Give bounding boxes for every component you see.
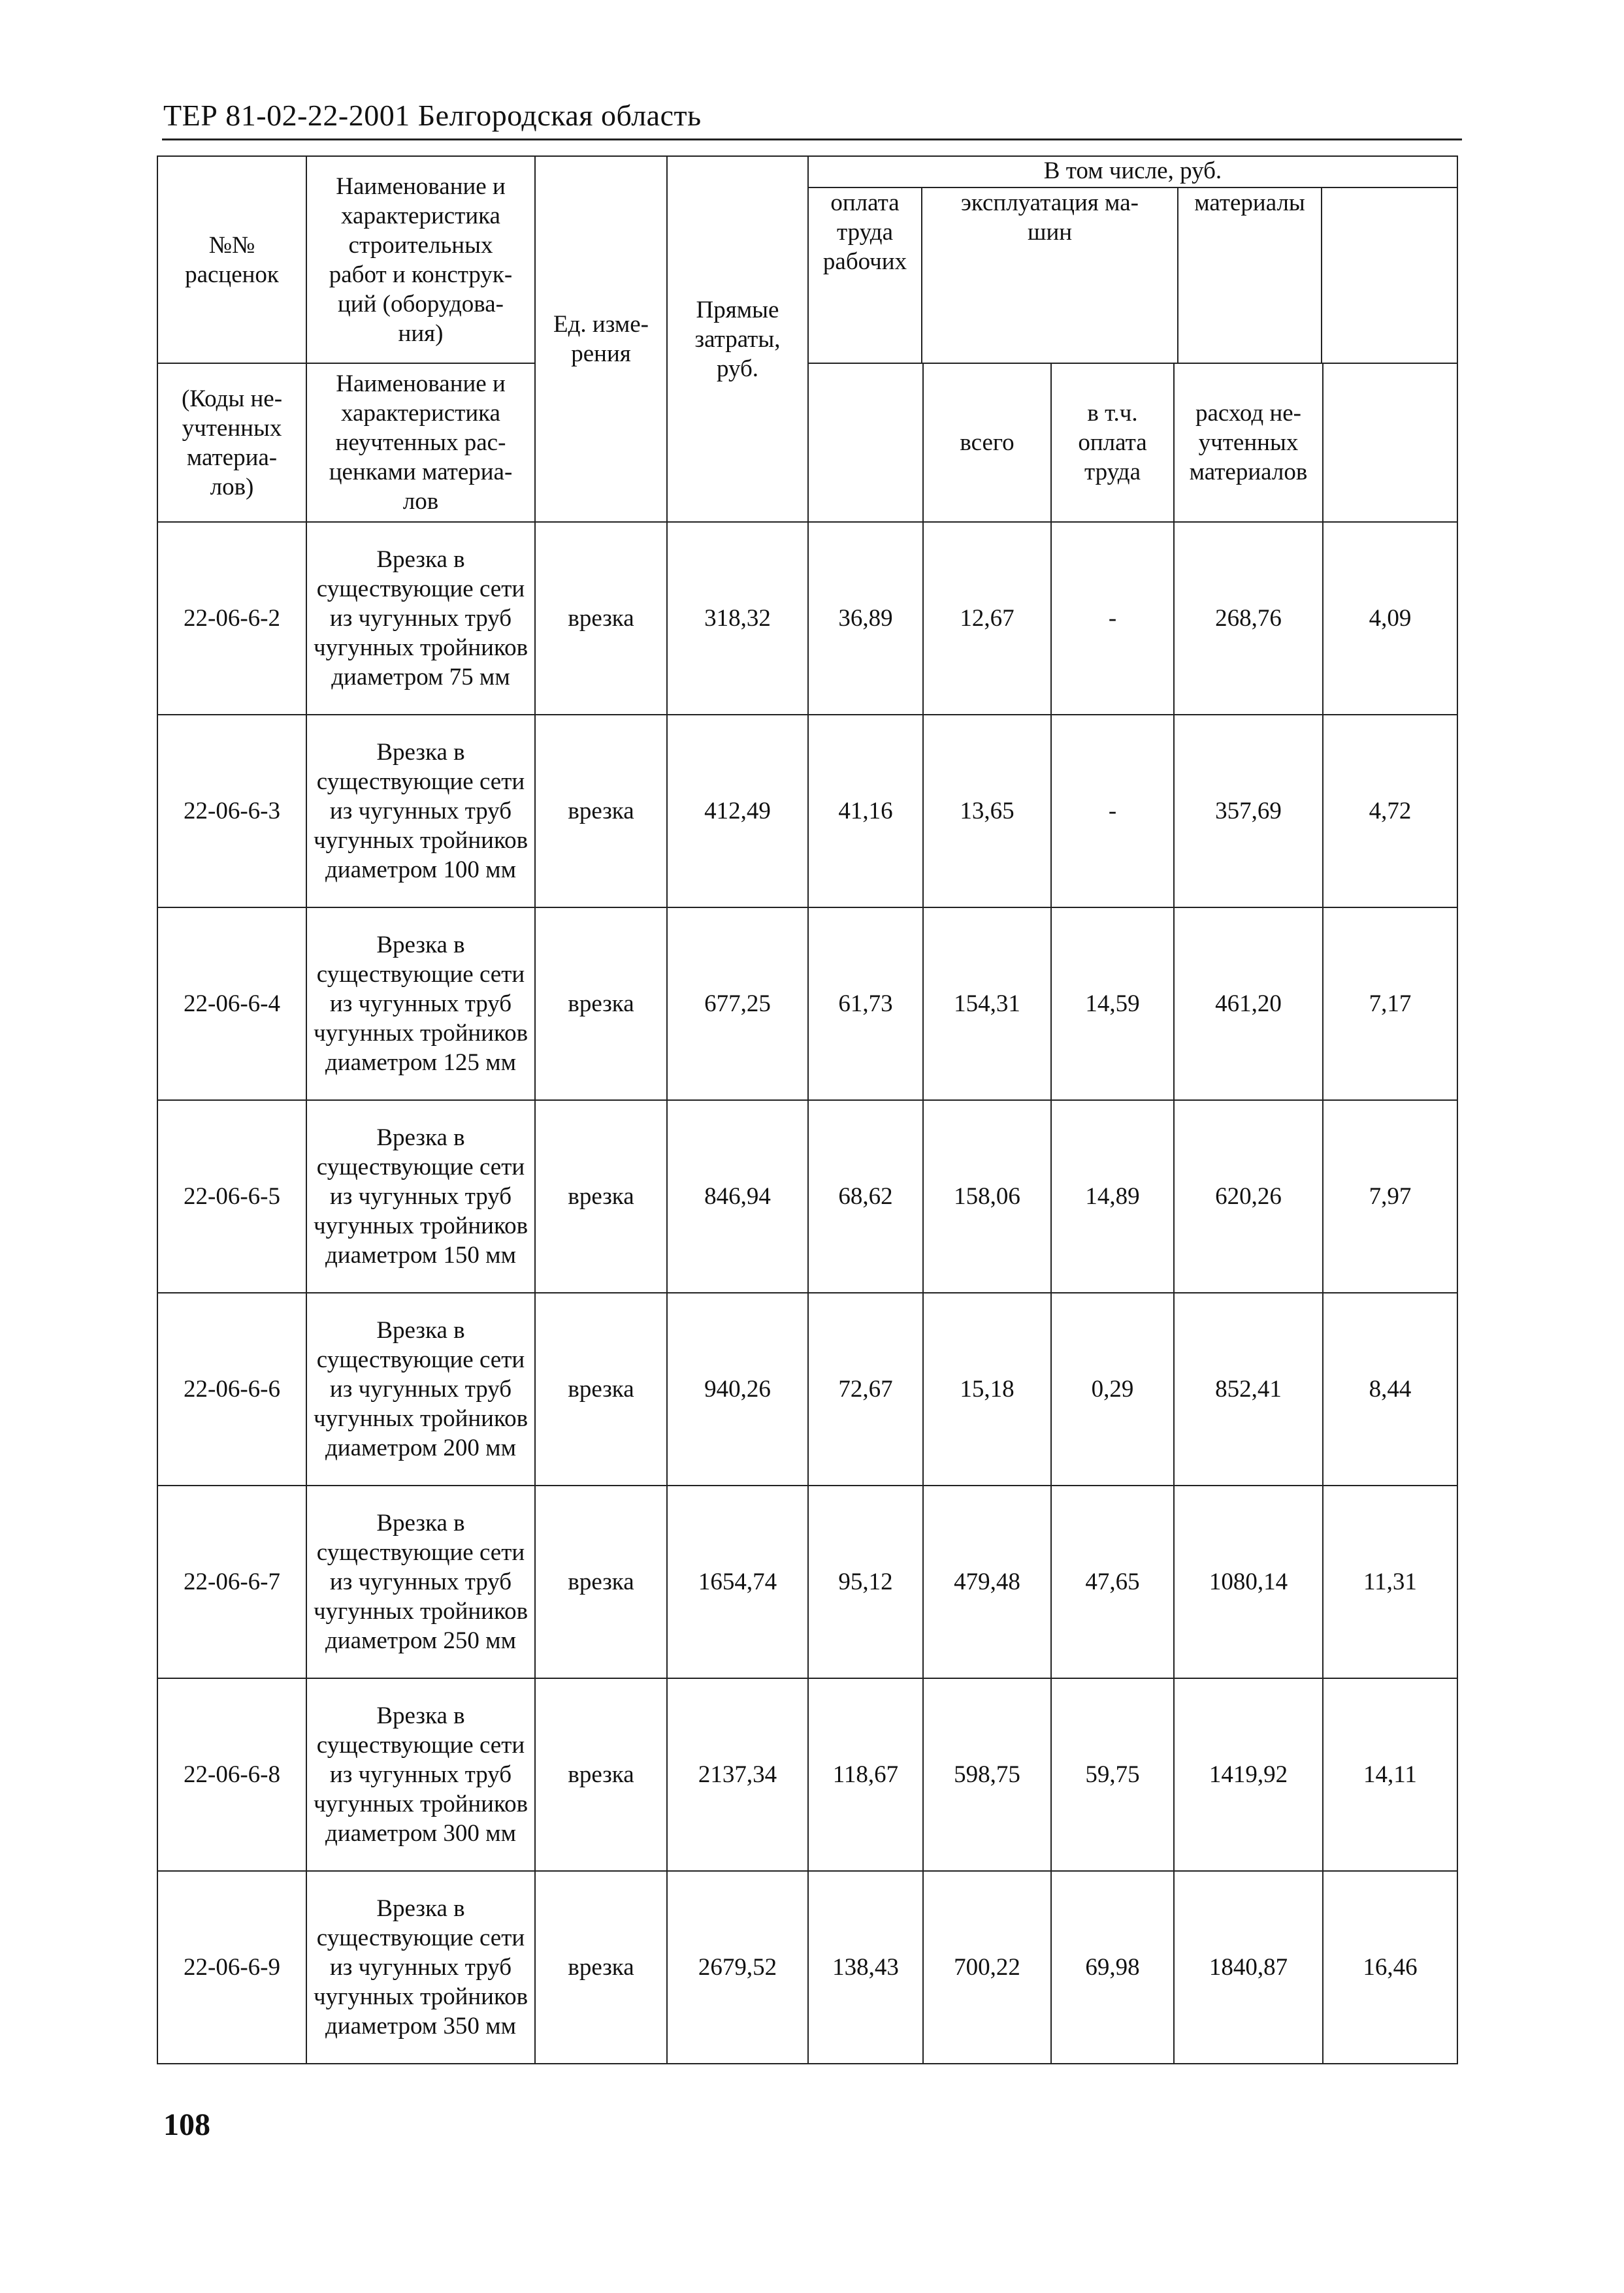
table-row [157, 1100, 1457, 1293]
row-materials: 357,69 [1174, 715, 1323, 907]
row-machines-total: 154,31 [923, 907, 1051, 1100]
row-unit: врезка [535, 907, 667, 1100]
document-header: ТЕР 81-02-22-2001 Белгородская область [163, 99, 702, 132]
table-header [157, 156, 1457, 522]
row-direct-costs: 677,25 [667, 907, 808, 1100]
row-machines-labor: 14,59 [1051, 907, 1174, 1100]
row-code: 22-06-6-2 [157, 522, 306, 715]
row-labor-pay: 138,43 [808, 1871, 923, 2064]
row-direct-costs: 2679,52 [667, 1871, 808, 2064]
header-name-sub: Наименование и характеристика неучтенных рас- ценками материа- лов [306, 363, 535, 522]
row-labor-hours: 4,09 [1323, 522, 1457, 715]
row-machines-labor: 14,89 [1051, 1100, 1174, 1293]
row-unit: врезка [535, 1486, 667, 1678]
row-materials: 852,41 [1174, 1293, 1323, 1486]
row-materials: 1419,92 [1174, 1678, 1323, 1871]
table-body [157, 522, 1457, 2064]
row-name: Врезка в существующие сети из чугунных труб чугунных тройников диаметром 75 мм [306, 522, 535, 715]
row-name: Врезка в существующие сети из чугунных труб чугунных тройников диаметром 125 мм [306, 907, 535, 1100]
row-code: 22-06-6-5 [157, 1100, 306, 1293]
row-machines-total: 700,22 [923, 1871, 1051, 2064]
table-row [157, 1293, 1457, 1486]
table-row [157, 1486, 1457, 1678]
row-labor-pay: 95,12 [808, 1486, 923, 1678]
table-row [157, 522, 1457, 715]
header-labor-cost-cont [1323, 363, 1457, 522]
header-direct-costs: Прямые затраты, руб. [667, 156, 808, 522]
row-materials: 1080,14 [1174, 1486, 1323, 1678]
header-machines-labor: в т.ч. оплата труда [1051, 363, 1174, 522]
row-labor-pay: 72,67 [808, 1293, 923, 1486]
row-labor-hours: 14,11 [1323, 1678, 1457, 1871]
row-code: 22-06-6-7 [157, 1486, 306, 1678]
row-labor-hours: 8,44 [1323, 1293, 1457, 1486]
row-machines-labor: - [1051, 715, 1174, 907]
table-row [157, 1678, 1457, 1871]
row-machines-total: 15,18 [923, 1293, 1051, 1486]
row-unit: врезка [535, 1293, 667, 1486]
row-unit: врезка [535, 1871, 667, 2064]
row-labor-pay: 61,73 [808, 907, 923, 1100]
header-machines: эксплуатация ма- шин [922, 188, 1178, 363]
header-name: Наименование и характеристика строительных работ и конструк- ций (оборудова- ния) [306, 156, 535, 363]
row-code: 22-06-6-4 [157, 907, 306, 1100]
row-name: Врезка в существующие сети из чугунных труб чугунных тройников диаметром 250 мм [306, 1486, 535, 1678]
row-labor-hours: 4,72 [1323, 715, 1457, 907]
row-direct-costs: 318,32 [667, 522, 808, 715]
row-name: Врезка в существующие сети из чугунных труб чугунных тройников диаметром 350 мм [306, 1871, 535, 2064]
row-materials: 620,26 [1174, 1100, 1323, 1293]
header-unit: Ед. изме- рения [535, 156, 667, 522]
row-code: 22-06-6-6 [157, 1293, 306, 1486]
row-direct-costs: 846,94 [667, 1100, 808, 1293]
table-row [157, 715, 1457, 907]
row-machines-labor: - [1051, 522, 1174, 715]
row-labor-pay: 36,89 [808, 522, 923, 715]
table-row [157, 907, 1457, 1100]
header-labor-pay-cont [808, 363, 923, 522]
row-name: Врезка в существующие сети из чугунных труб чугунных тройников диаметром 200 мм [306, 1293, 535, 1486]
header-rule [162, 138, 1462, 140]
header-labor-pay: оплата труда рабочих [809, 188, 922, 363]
rates-table [157, 155, 1458, 2064]
row-direct-costs: 940,26 [667, 1293, 808, 1486]
row-unit: врезка [535, 1100, 667, 1293]
header-materials: материалы [1178, 188, 1322, 363]
row-machines-labor: 59,75 [1051, 1678, 1174, 1871]
header-including-group [808, 156, 1457, 363]
row-materials: 461,20 [1174, 907, 1323, 1100]
header-code-sub: (Коды не- учтенных материа- лов) [157, 363, 306, 522]
row-labor-hours: 7,97 [1323, 1100, 1457, 1293]
row-labor-hours: 11,31 [1323, 1486, 1457, 1678]
row-materials: 1840,87 [1174, 1871, 1323, 2064]
row-name: Врезка в существующие сети из чугунных труб чугунных тройников диаметром 100 мм [306, 715, 535, 907]
row-materials: 268,76 [1174, 522, 1323, 715]
row-machines-labor: 47,65 [1051, 1486, 1174, 1678]
row-direct-costs: 2137,34 [667, 1678, 808, 1871]
header-code: №№ расценок [157, 156, 306, 363]
row-machines-labor: 69,98 [1051, 1871, 1174, 2064]
row-labor-pay: 41,16 [808, 715, 923, 907]
row-code: 22-06-6-9 [157, 1871, 306, 2064]
table-row [157, 1871, 1457, 2064]
row-unit: врезка [535, 715, 667, 907]
header-including: В том числе, руб. [809, 157, 1457, 188]
row-machines-total: 158,06 [923, 1100, 1051, 1293]
row-labor-pay: 68,62 [808, 1100, 923, 1293]
row-labor-hours: 16,46 [1323, 1871, 1457, 2064]
row-unit: врезка [535, 522, 667, 715]
row-labor-hours: 7,17 [1323, 907, 1457, 1100]
row-labor-pay: 118,67 [808, 1678, 923, 1871]
row-machines-total: 479,48 [923, 1486, 1051, 1678]
row-name: Врезка в существующие сети из чугунных труб чугунных тройников диаметром 300 мм [306, 1678, 535, 1871]
row-direct-costs: 412,49 [667, 715, 808, 907]
row-machines-total: 13,65 [923, 715, 1051, 907]
header-materials-sub: расход не- учтенных материалов [1174, 363, 1323, 522]
header-machines-total: всего [923, 363, 1051, 522]
row-code: 22-06-6-8 [157, 1678, 306, 1871]
row-direct-costs: 1654,74 [667, 1486, 808, 1678]
row-unit: врезка [535, 1678, 667, 1871]
page-number: 108 [163, 2107, 210, 2142]
row-machines-total: 12,67 [923, 522, 1051, 715]
row-machines-labor: 0,29 [1051, 1293, 1174, 1486]
row-name: Врезка в существующие сети из чугунных труб чугунных тройников диаметром 150 мм [306, 1100, 535, 1293]
row-machines-total: 598,75 [923, 1678, 1051, 1871]
row-code: 22-06-6-3 [157, 715, 306, 907]
